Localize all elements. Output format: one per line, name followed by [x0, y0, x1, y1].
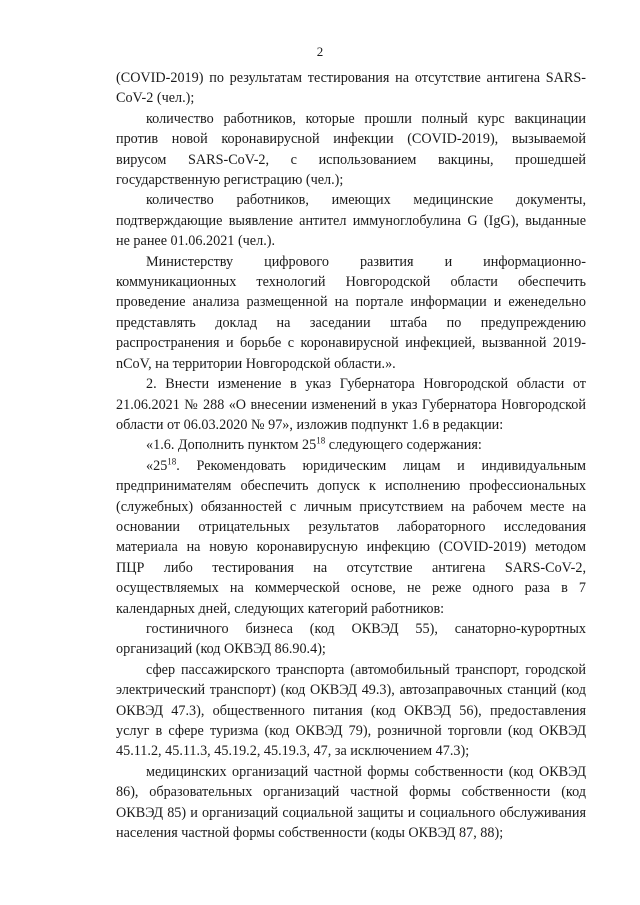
- paragraph-passenger-transport: сфер пассажирского транспорта (автомобильный транспорт, городской электрический транспорт) (код ОКВЭД 49.3), автозаправочных станций (код ОКВЭД 47.3), общественного питания (код ОКВЭД 56), предоставления услуг в сфере туризма (код ОКВЭД 79), розничной торговли (код ОКВЭД 45.11.2, 45.11.3, 45.19.2, 45.19.3, 47, за исключением 47.3);: [116, 661, 586, 760]
- paragraph-ministry-instruction: Министерству цифрового развития и информационно-коммуникационных технологий Новгородской области обеспечить проведение анализа размещенной на портале информации и еженедельно представлять доклад на заседании штаба по предупреждению распространения и борьбе с коронавирусной инфекцией, вызванной 2019-nCoV, на территории Новгородской области.».: [116, 253, 586, 372]
- paragraph-amend-decree: 2. Внести изменение в указ Губернатора Новгородской области от 21.06.2021 № 288 «О внесении изменений в указ Губернатора Новгородской области от 06.03.2020 № 97», изложив подпункт 1.6 в редакции:: [116, 376, 586, 433]
- add-clause-superscript: 18: [316, 435, 326, 446]
- clause-number-start: «25: [146, 457, 168, 474]
- document-body: [116, 68, 586, 843]
- paragraph-hotel-business: гостиничного бизнеса (код ОКВЭД 55), санаторно-курортных организаций (код ОКВЭД 86.90.4);: [116, 620, 586, 658]
- add-clause-text-end: следующего содержания:: [325, 437, 482, 454]
- paragraph-add-clause: [116, 435, 586, 455]
- clause-superscript: 18: [167, 455, 177, 466]
- paragraph-antibodies-count: количество работников, имеющих медицинские документы, подтверждающие выявление антител иммуноглобулина G (IgG), выданные не ранее 01.06.2021 (чел.).: [116, 192, 586, 250]
- paragraph-private-organizations: медицинских организаций частной формы собственности (код ОКВЭД 86), образовательных организаций частной формы собственности (код ОКВЭД 85) и организаций социальной защиты и социального обслуживания населения частной формы собственности (коды ОКВЭД 87, 88);: [116, 763, 586, 842]
- paragraph-covid-test-count: (COVID-2019) по результатам тестирования на отсутствие антигена SARS-CoV-2 (чел.);: [116, 70, 586, 107]
- page-number: 2: [316, 44, 324, 59]
- paragraph-clause-25-18: [116, 456, 586, 619]
- paragraph-vaccinated-count: количество работников, которые прошли полный курс вакцинации против новой коронавирусной инфекции (COVID-2019), вызываемой вирусом SARS-CoV-2, с использованием вакцины, прошедшей государственную регистрацию (чел.);: [116, 110, 586, 189]
- add-clause-text-start: «1.6. Дополнить пунктом 25: [146, 437, 317, 454]
- clause-text: . Рекомендовать юридическим лицам и индивидуальным предпринимателям обеспечить допуск к исполнению профессиональных (служебных) обязанностей с личным присутствием на рабочем месте на основании отрицательных результатов лабораторного исследования материала на новую коронавирусную инфекцию (COVID-2019) методом ПЦР либо тестирования на отсутствие антигена SARS-CoV-2, осуществляемых на коммерческой основе, не реже одного раза в 7 календарных дней, следующих категорий работников:: [116, 457, 586, 617]
